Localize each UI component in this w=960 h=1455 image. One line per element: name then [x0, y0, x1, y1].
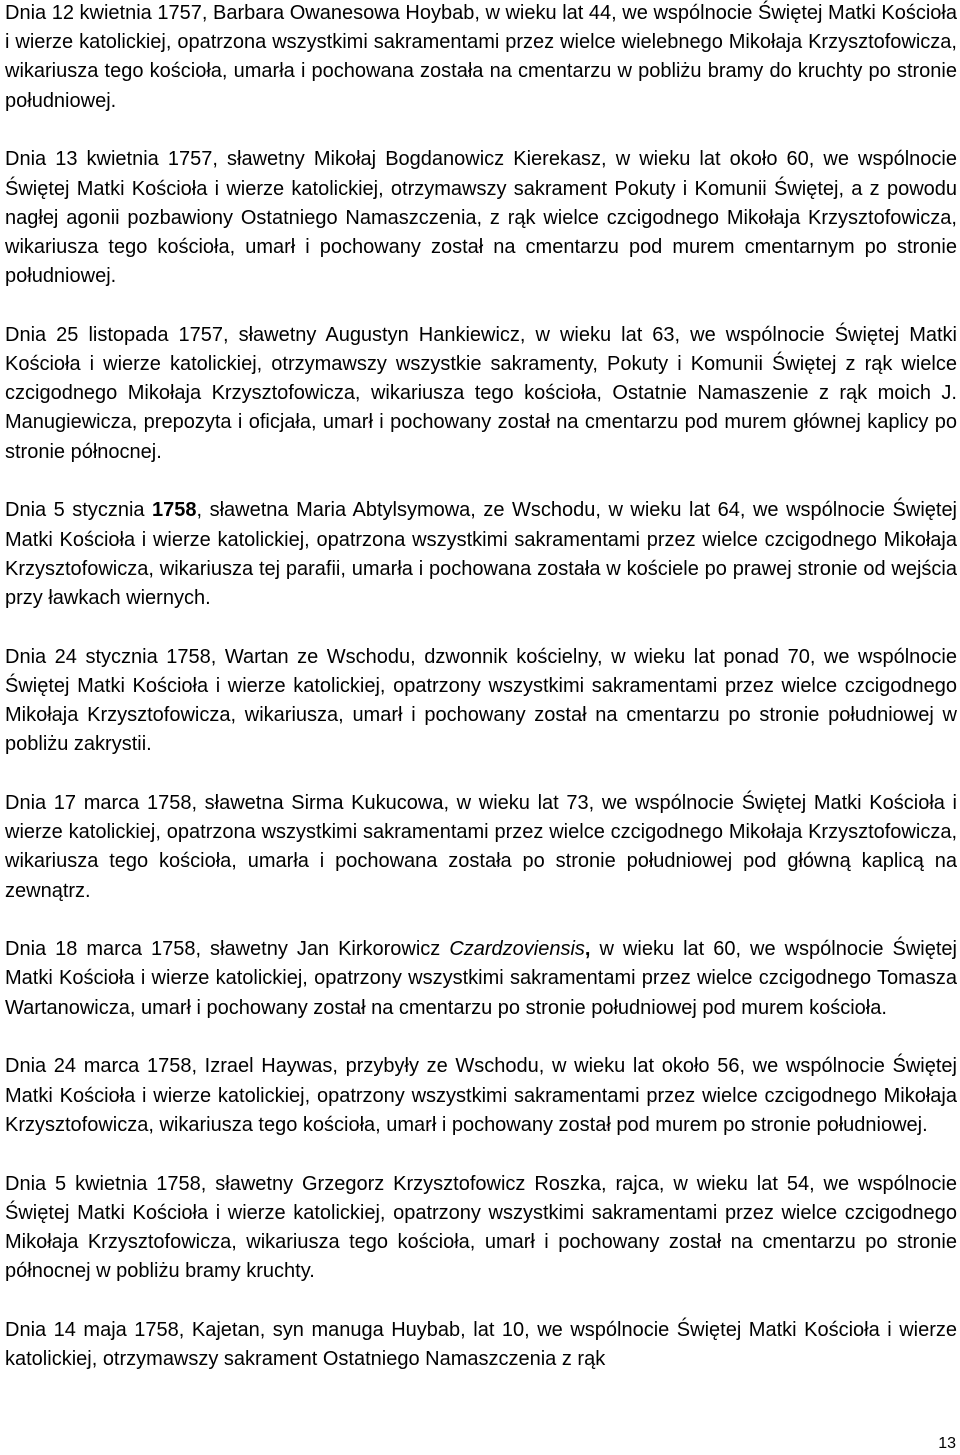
death-record-paragraph: Dnia 14 maja 1758, Kajetan, syn manuga Huybab, lat 10, we wspólnocie Świętej Matki Kościoła i wierze katolickiej, otrzymawszy sakrament Ostatniego Namaszczenia z rąk	[5, 1318, 957, 1371]
page-number: 13	[938, 1435, 956, 1452]
document-page	[5, 0, 957, 1374]
paragraph-gap	[5, 467, 957, 497]
bold-year: 1758	[152, 499, 197, 522]
paragraph-gap	[5, 1286, 957, 1316]
paragraph-gap	[5, 1023, 957, 1053]
death-record-paragraph: Dnia 24 stycznia 1758, Wartan ze Wschodu, dzwonnik kościelny, w wieku lat ponad 70, we wspólnocie Świętej Matki Kościoła i wierze katolickiej, opatrzony wszystkimi sakramentami przez wielce czcigodnego Mikołaja Krzysztofowicza, wikariusza, umarł i pochowany został na cmentarzu po stronie południowej w pobliżu zakrystii.	[5, 645, 957, 756]
paragraph-gap	[5, 906, 957, 936]
death-record-paragraph: Dnia 17 marca 1758, sławetna Sirma Kukucowa, w wieku lat 73, we wspólnocie Świętej Matki Kościoła i wierze katolickiej, opatrzona wszystkimi sakramentami przez wielce czcigodnego Mikołaja Krzysztofowicza, wikariusza tego kościoła, umarła i pochowana została po stronie południowej pod główną kaplicą na zewnątrz.	[5, 791, 957, 902]
death-record-paragraph	[5, 935, 957, 1023]
death-record-paragraph: Dnia 24 marca 1758, Izrael Haywas, przybyły ze Wschodu, w wieku lat około 56, we wspólnocie Świętej Matki Kościoła i wierze katolickiej, opatrzony wszystkimi sakramentami przez wielce czcigodnego Mikołaja Krzysztofowicza, wikariusza tego kościoła, umarł i pochowany został pod murem po stronie południowej.	[5, 1055, 957, 1136]
paragraph-text-end: , sławetna Maria Abtylsymowa, ze Wschodu, w wieku lat 64, we wspólnocie Świętej Matki Kościoła i wierze katolickiej, opatrzona wszystkimi sakramentami przez wielce czcigodnego Mikołaja Krzysztofowicza, wikariusza tej parafii, umarła i pochowana została w kościele po prawej stronie od wejścia przy ławkach wiernych.	[5, 499, 958, 609]
death-record-paragraph: Dnia 25 listopada 1757, sławetny Augustyn Hankiewicz, w wieku lat 63, we wspólnocie Świętej Matki Kościoła i wierze katolickiej, otrzymawszy wszystkie sakramenty, Pokuty i Komunii Świętej z rąk wielce czcigodnego Mikołaja Krzysztofowicza, wikariusza tego kościoła, Ostatnie Namaszenie z rąk moich J. Manugiewicza, prepozyta i oficjała, umarł i pochowany został na cmentarzu pod murem głównej kaplicy po stronie północnej.	[5, 323, 957, 463]
death-record-paragraph: Dnia 12 kwietnia 1757, Barbara Owanesowa Hoybab, w wieku lat 44, we wspólnocie Świętej Matki Kościoła i wierze katolickiej, opatrzona wszystkimi sakramentami przez wielce wielebnego Mikołaja Krzysztofowicza, wikariusza tego kościoła, umarła i pochowana została na cmentarzu w pobliżu bramy do kruchty po stronie południowej.	[5, 2, 957, 112]
paragraph-gap	[5, 613, 957, 643]
paragraph-gap	[5, 291, 957, 321]
paragraph-text-end: w wieku lat 60, we wspólnocie Świętej Matki Kościoła i wierze katolickiej, opatrzony wszystkimi sakramentami przez wielce czcigodnego Tomasza Wartanowicza, umarł i pochowany został na cmentarzu po stronie południowej pod murem kościoła.	[5, 938, 957, 1019]
death-record-paragraph	[5, 496, 957, 613]
paragraph-gap	[5, 759, 957, 789]
death-record-paragraph: Dnia 13 kwietnia 1757, sławetny Mikołaj Bogdanowicz Kierekasz, w wieku lat około 60, we wspólnocie Świętej Matki Kościoła i wierze katolickiej, otrzymawszy sakrament Pokuty i Komunii Świętej, a z powodu nagłej agonii pozbawiony Ostatniego Namaszczenia, z rąk wielce czcigodnego Mikołaja Krzysztofowicza, wikariusza tego kościoła, umarł i pochowany został na cmentarzu pod murem cmentarnym po stronie południowej.	[5, 148, 957, 288]
bold-comma: ,	[584, 938, 591, 961]
paragraph-gap	[5, 116, 957, 146]
death-record-paragraph: Dnia 5 kwietnia 1758, sławetny Grzegorz Krzysztofowicz Roszka, rajca, w wieku lat 54, we wspólnocie Świętej Matki Kościoła i wierze katolickiej, opatrzony wszystkimi sakramentami przez wielce czcigodnego Mikołaja Krzysztofowicza, wikariusza tego kościoła, umarł i pochowany został na cmentarzu po stronie północnej w pobliżu bramy kruchty.	[5, 1172, 957, 1283]
paragraph-gap	[5, 1140, 957, 1170]
paragraph-text-start: Dnia 5 stycznia	[5, 499, 153, 522]
paragraph-text-start: Dnia 18 marca 1758, sławetny Jan Kirkorowicz	[5, 938, 450, 961]
italic-latin-term: Czardzoviensis	[449, 938, 585, 961]
